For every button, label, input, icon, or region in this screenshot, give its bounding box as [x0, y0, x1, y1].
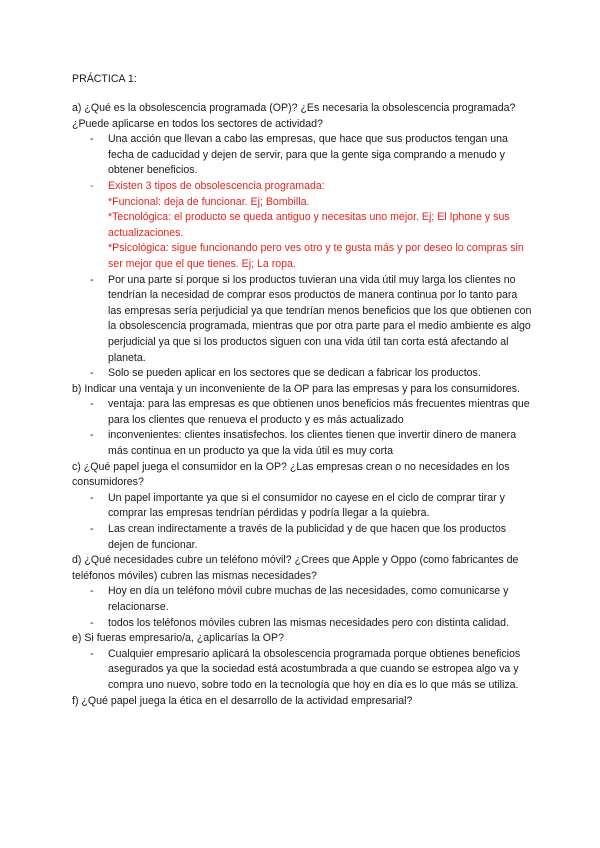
answer-list [72, 647, 532, 694]
document-title: PRÁCTICA 1: [72, 73, 137, 85]
answer-text: Por una parte sí porque si los productos tuvieran una vida útil muy larga los clientes no tendrían la necesidad de comprar esos productos de manera continua por lo tanto para las empresas sería perjudicial ya que tendrían menos beneficios que los que obtienen con la obsolescencia programada, mientras que por otra parte para el medio ambiente es algo perjudicial ya que si los productos siguen con una vida útil tan corta está afectando al planeta. [108, 273, 532, 364]
section-b [72, 382, 532, 460]
answer-item [72, 366, 532, 382]
answer-text: ventaja: para las empresas es que obtienen unos beneficios más frecuentes mientras que para los clientes que renueva el producto y es más actualizado [108, 398, 530, 426]
answer-text: Un papel importante ya que si el consumidor no cayese en el ciclo de comprar tirar y comprar las empresas tendrían pérdidas y podría llegar a la quiebra. [108, 491, 505, 520]
answer-list [72, 132, 532, 382]
section-a [72, 101, 532, 382]
question-f: f) ¿Qué papel juega la ética en el desarrollo de la actividad empresarial? [72, 694, 413, 707]
section-f [72, 694, 532, 710]
bullet-dash-icon: - [90, 273, 94, 286]
answer-text: Cualquier empresario aplicará la obsolescencia programada porque obtienes beneficios asegurados ya que la sociedad está acostumbrada a que cuando se estropea algo va y compra uno nuevo, sobre todo en la tecnología que hoy en día es lo que más se utiliza. [108, 647, 521, 691]
answer-item [72, 273, 532, 367]
bullet-dash-icon: - [90, 429, 94, 442]
question-a-1: a) ¿Qué es la obsolescencia programada (OP)? ¿Es necesaria la obsolescencia programada? [72, 102, 516, 114]
question-c: c) ¿Qué papel juega el consumidor en la OP? ¿Las empresas crean o no necesidades en los consumidores? [72, 460, 510, 489]
answer-text: inconvenientes: clientes insatisfechos. los clientes tienen que invertir dinero de manera más continua en un producto ya que la vida útil es muy corta [108, 429, 517, 458]
answer-item [72, 584, 532, 615]
answer-item [72, 647, 532, 694]
question-b: b) Indicar una ventaja y un inconveniente de la OP para las empresas y para los consumidores. [72, 382, 520, 395]
bullet-dash-icon: - [90, 133, 94, 146]
answer-item [72, 491, 532, 522]
bullet-dash-icon: - [90, 179, 94, 192]
bullet-dash-icon: - [90, 491, 94, 504]
answer-text: Hoy en día un teléfono móvil cubre muchas de las necesidades, como comunicarse y relacionarse. [108, 585, 509, 613]
answer-text: Una acción que llevan a cabo las empresas, que hace que sus productos tengan una fecha de caducidad y dejen de servir, para que la gente siga comprando a menudo y obtener beneficios. [108, 133, 508, 177]
answer-item [72, 522, 532, 553]
section-e [72, 631, 532, 693]
bullet-dash-icon: - [90, 398, 94, 411]
answer-text: todos los teléfonos móviles cubren las mismas necesidades pero con distinta calidad. [108, 616, 510, 629]
answer-item [72, 397, 532, 428]
bullet-dash-icon: - [90, 616, 94, 629]
answer-list [72, 584, 532, 631]
bullet-dash-icon: - [90, 585, 94, 598]
section-d [72, 553, 532, 631]
answer-item [72, 132, 532, 179]
section-c [72, 460, 532, 554]
document-body [72, 101, 532, 709]
bullet-dash-icon: - [90, 367, 94, 380]
answer-list [72, 491, 532, 553]
answer-text: Existen 3 tipos de obsolescencia programada: [108, 179, 325, 192]
answer-text: *Tecnológica: el producto se queda antiguo y necesitas uno mejor. Ej; El Iphone y sus actualizaciones. [108, 211, 510, 239]
bullet-dash-icon: - [90, 647, 94, 660]
answer-item [72, 179, 532, 273]
answer-text: *Funcional: deja de funcionar. Ej; Bombilla. [108, 195, 310, 208]
question-e: e) Si fueras empresario/a, ¿aplicarías la OP? [72, 632, 284, 645]
answer-text: Solo se pueden aplicar en los sectores que se dedican a fabricar los productos. [108, 367, 481, 380]
bullet-dash-icon: - [90, 523, 94, 536]
answer-list [72, 397, 532, 459]
answer-text: *Psicológica: sigue funcionando pero ves otro y te gusta más y por deseo lo compras sin ser mejor que el que tienes. Ej; La ropa. [108, 242, 524, 270]
question-a-2: ¿Puede aplicarse en todos los sectores de actividad? [72, 117, 323, 130]
answer-text: Las crean indirectamente a través de la publicidad y de que hacen que los productos dejen de funcionar. [108, 523, 507, 551]
question-d: d) ¿Qué necesidades cubre un teléfono móvil? ¿Crees que Apple y Oppo (como fabricantes de teléfonos móviles) cubren las mismas necesidades? [72, 554, 519, 582]
answer-item [72, 616, 532, 632]
answer-item [72, 428, 532, 459]
